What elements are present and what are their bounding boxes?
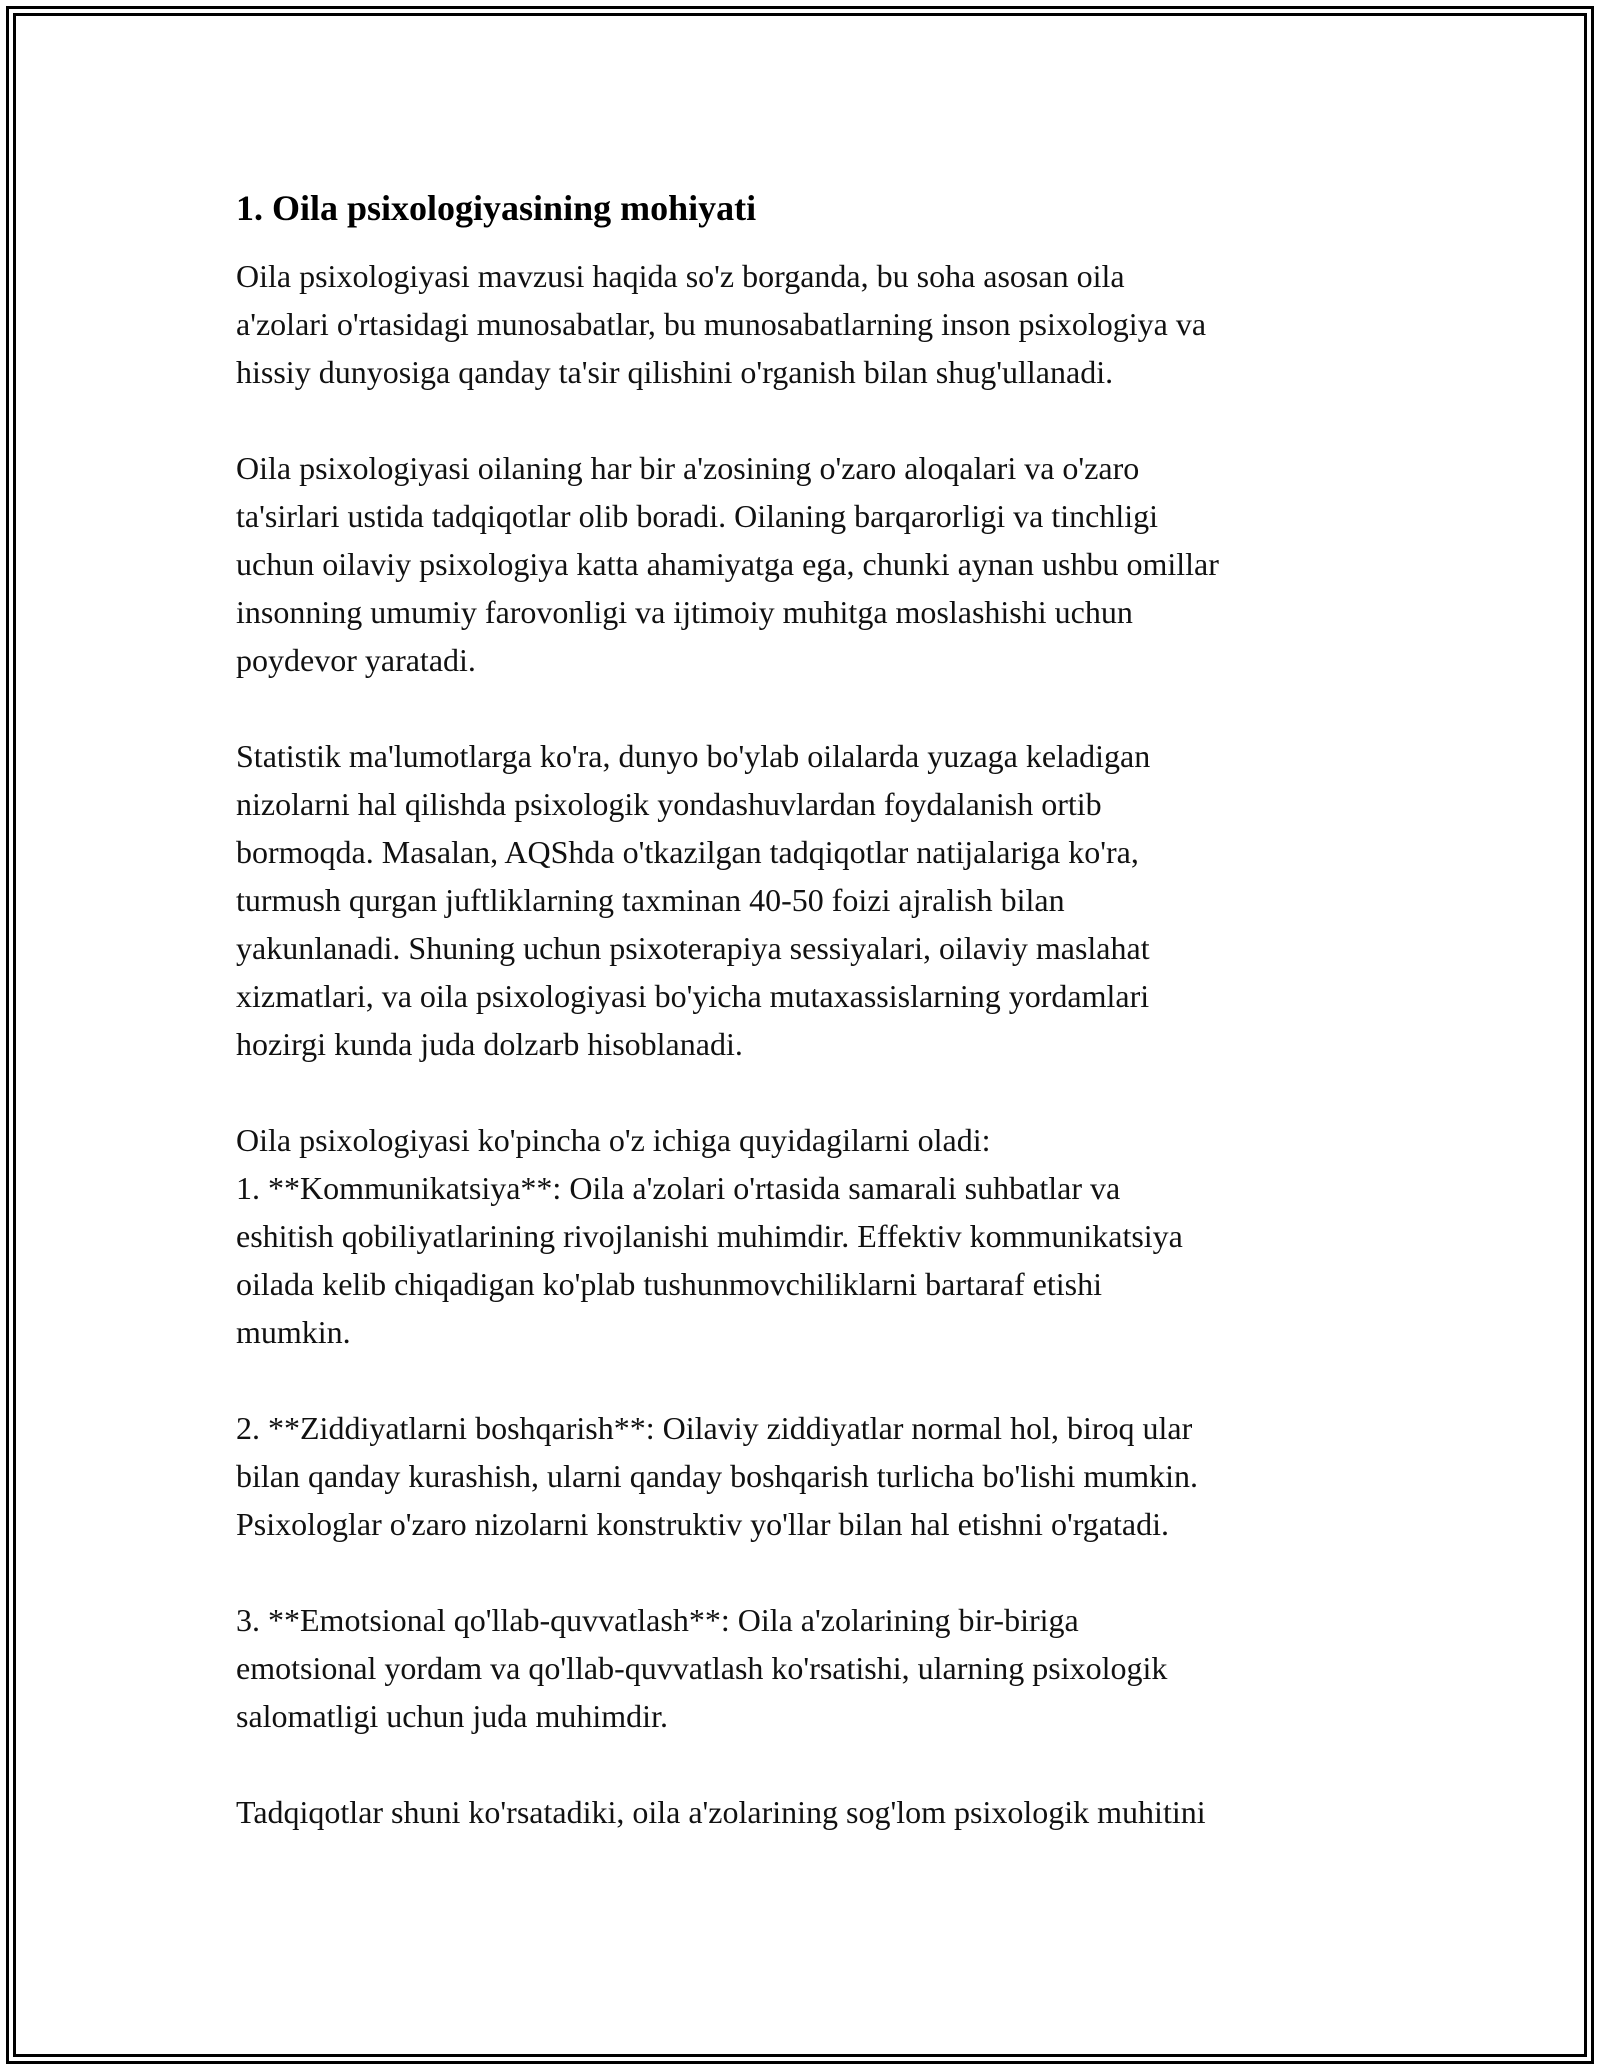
text-line: Statistik ma'lumotlarga ko'ra, dunyo bo'ylab oilalarda yuzaga keladigan (236, 738, 1151, 774)
text-line: hozirgi kunda juda dolzarb hisoblanadi. (236, 1026, 743, 1062)
text-line: bormoqda. Masalan, AQShda o'tkazilgan tadqiqotlar natijalariga ko'ra, (236, 834, 1139, 870)
text-line: bilan qanday kurashish, ularni qanday boshqarish turlicha bo'lishi mumkin. (236, 1458, 1199, 1494)
text-line: hissiy dunyosiga qanday ta'sir qilishini o'rganish bilan shug'ullanadi. (236, 354, 1114, 390)
paragraph-intro (236, 252, 1366, 396)
text-line: emotsional yordam va qo'llab-quvvatlash ko'rsatishi, ularning psixologik (236, 1650, 1168, 1686)
text-line: mumkin. (236, 1314, 351, 1350)
text-line: Oila psixologiyasi oilaning har bir a'zosining o'zaro aloqalari va o'zaro (236, 450, 1140, 486)
text-line: yakunlanadi. Shuning uchun psixoterapiya sessiyalari, oilaviy maslahat (236, 930, 1150, 966)
paragraph-list-conflict (236, 1404, 1366, 1548)
text-line: 2. **Ziddiyatlarni boshqarish**: Oilaviy ziddiyatlar normal hol, biroq ular (236, 1410, 1193, 1446)
paragraph-list-emotional (236, 1596, 1366, 1740)
text-line: Oila psixologiyasi mavzusi haqida so'z borganda, bu soha asosan oila (236, 258, 1125, 294)
text-line: 3. **Emotsional qo'llab-quvvatlash**: Oila a'zolarining bir-biriga (236, 1602, 1079, 1638)
paragraph-list-communication (236, 1116, 1366, 1356)
text-line: 1. **Kommunikatsiya**: Oila a'zolari o'rtasida samarali suhbatlar va (236, 1170, 1121, 1206)
document-body (236, 186, 1366, 1884)
text-line: turmush qurgan juftliklarning taxminan 40-50 foizi ajralish bilan (236, 882, 1065, 918)
text-line: insonning umumiy farovonligi va ijtimoiy muhitga moslashishi uchun (236, 594, 1133, 630)
text-line: oilada kelib chiqadigan ko'plab tushunmovchiliklarni bartaraf etishi (236, 1266, 1102, 1302)
paragraph-research (236, 1788, 1366, 1836)
paragraph-statistics (236, 732, 1366, 1068)
text-line: xizmatlari, va oila psixologiyasi bo'yicha mutaxassislarning yordamlari (236, 978, 1150, 1014)
text-line: Psixologlar o'zaro nizolarni konstruktiv yo'llar bilan hal etishni o'rgatadi. (236, 1506, 1169, 1542)
section-heading: 1. Oila psixologiyasining mohiyati (236, 188, 757, 228)
text-line: ta'sirlari ustida tadqiqotlar olib boradi. Oilaning barqarorligi va tinchligi (236, 498, 1158, 534)
text-line: Tadqiqotlar shuni ko'rsatadiki, oila a'zolarining sog'lom psixologik muhitini (236, 1794, 1206, 1830)
text-line: eshitish qobiliyatlarining rivojlanishi muhimdir. Effektiv kommunikatsiya (236, 1218, 1183, 1254)
text-line: a'zolari o'rtasidagi munosabatlar, bu munosabatlarning inson psixologiya va (236, 306, 1207, 342)
paragraph-family-relations (236, 444, 1366, 684)
text-line: salomatligi uchun juda muhimdir. (236, 1698, 668, 1734)
text-line: Oila psixologiyasi ko'pincha o'z ichiga quyidagilarni oladi: (236, 1122, 991, 1158)
text-line: nizolarni hal qilishda psixologik yondashuvlardan foydalanish ortib (236, 786, 1102, 822)
text-line: uchun oilaviy psixologiya katta ahamiyatga ega, chunki aynan ushbu omillar (236, 546, 1219, 582)
text-line: poydevor yaratadi. (236, 642, 476, 678)
